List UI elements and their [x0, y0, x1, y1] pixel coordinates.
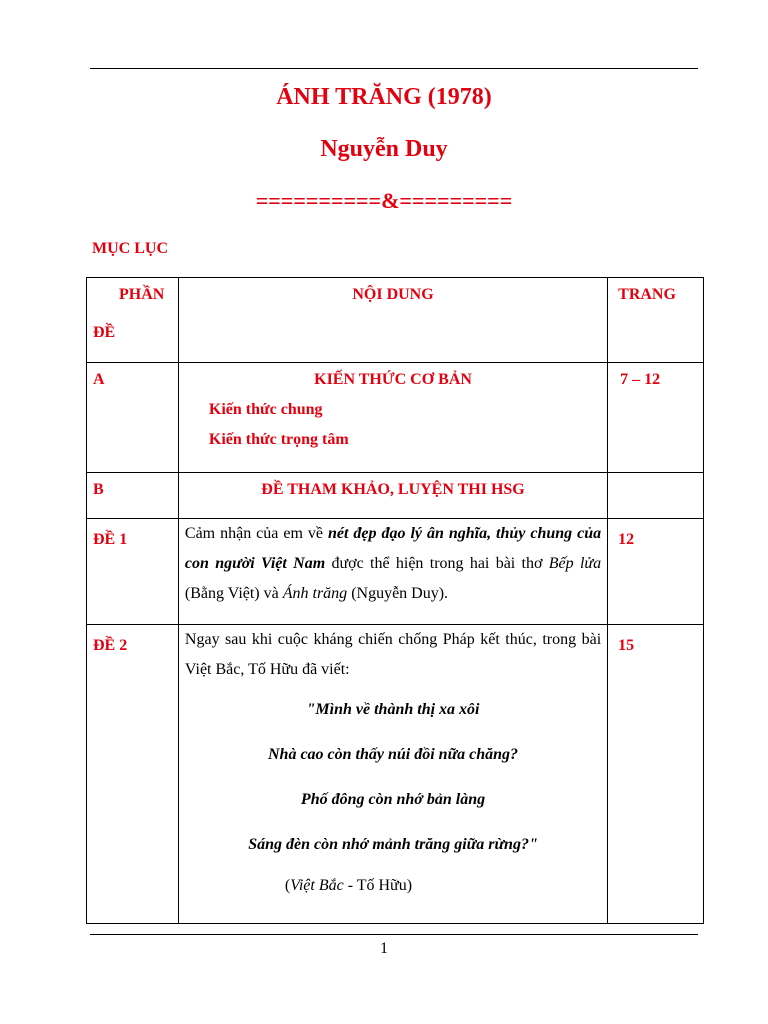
row-de1-page-cell: [608, 519, 704, 625]
row-de2-content-cell: [178, 625, 607, 924]
row-b-title: ĐỀ THAM KHẢO, LUYỆN THI HSG: [261, 481, 525, 498]
row-de1-emphasis: nét đẹp đạo lý ân nghĩa, thủy chung của con người Việt Nam: [184, 525, 602, 572]
row-de1-page: 12: [618, 531, 635, 548]
row-b-part: B: [93, 481, 104, 498]
row-de1-question: [179, 519, 607, 609]
poem-line: Sáng đèn còn nhớ mảnh trăng giữa rừng?": [248, 836, 538, 853]
row-a-item-2: Kiến thức trọng tâm: [208, 431, 349, 448]
row-de2-page-cell: [608, 625, 704, 924]
header-content-label: NỘI DUNG: [352, 286, 434, 303]
row-de1-text-3: (Bằng Việt) và: [184, 585, 283, 602]
row-a-item-1: Kiến thức chung: [208, 401, 323, 418]
row-de1-text-1: Cảm nhận của em về: [184, 525, 328, 542]
separator: ==========&=========: [255, 188, 513, 213]
header-page-label: TRANG: [618, 286, 676, 303]
top-rule: [90, 68, 698, 69]
row-de2-part: ĐỀ 2: [93, 637, 128, 654]
row-de1-part-cell: [87, 519, 179, 625]
citation-open: (: [284, 877, 291, 894]
row-de1-content-cell: [178, 519, 607, 625]
toc-table: [86, 277, 704, 924]
citation-rest: - Tố Hữu): [343, 877, 413, 894]
row-a-page: 7 – 12: [620, 371, 661, 388]
page-number: 1: [380, 940, 388, 957]
row-a-content-cell: [178, 363, 607, 473]
author-name: Nguyễn Duy: [320, 136, 448, 162]
row-de1-text-2: được thể hiện trong hai bài thơ: [325, 555, 549, 572]
row-de1-work-1: Bếp lửa: [548, 555, 602, 572]
table-row: [87, 625, 704, 924]
poem-line: Nhà cao còn thấy núi đồi nữa chăng?: [267, 746, 519, 763]
row-a-part-cell: [87, 363, 179, 473]
row-a-page-cell: [608, 363, 704, 473]
poem-line: "Mình về thành thị xa xôi: [306, 701, 480, 718]
row-de1-part: ĐỀ 1: [93, 531, 128, 548]
table-row: [87, 473, 704, 519]
table-row: [87, 363, 704, 473]
poem-citation: [179, 867, 607, 901]
header-part-line1: PHẦN: [119, 286, 165, 303]
table-row: [87, 519, 704, 625]
document-title: ÁNH TRĂNG (1978): [276, 84, 492, 110]
row-de1-text-4: (Nguyễn Duy).: [347, 585, 449, 602]
table-header-row: [87, 278, 704, 363]
toc-heading: MỤC LỤC: [92, 240, 168, 257]
row-b-content-cell: [178, 473, 607, 519]
poem-line: Phố đông còn nhớ bản làng: [300, 791, 486, 808]
citation-work: Việt Bắc: [290, 877, 344, 894]
header-cell-part: [87, 278, 179, 363]
header-part-line2: ĐỀ: [93, 324, 116, 341]
row-de2-part-cell: [87, 625, 179, 924]
row-de2-page: 15: [618, 637, 635, 654]
row-a-title: KIẾN THỨC CƠ BẢN: [314, 371, 472, 388]
bottom-rule: [90, 934, 698, 935]
row-a-part: A: [93, 371, 105, 388]
row-de1-work-2: Ánh trăng: [282, 585, 348, 602]
row-b-part-cell: [87, 473, 179, 519]
header-cell-page: [608, 278, 704, 363]
header-cell-content: [178, 278, 607, 363]
row-b-page-cell: [608, 473, 704, 519]
row-de2-intro: Ngay sau khi cuộc kháng chiến chống Pháp kết thúc, trong bài Việt Bắc, Tố Hữu đã viết:: [184, 631, 602, 678]
